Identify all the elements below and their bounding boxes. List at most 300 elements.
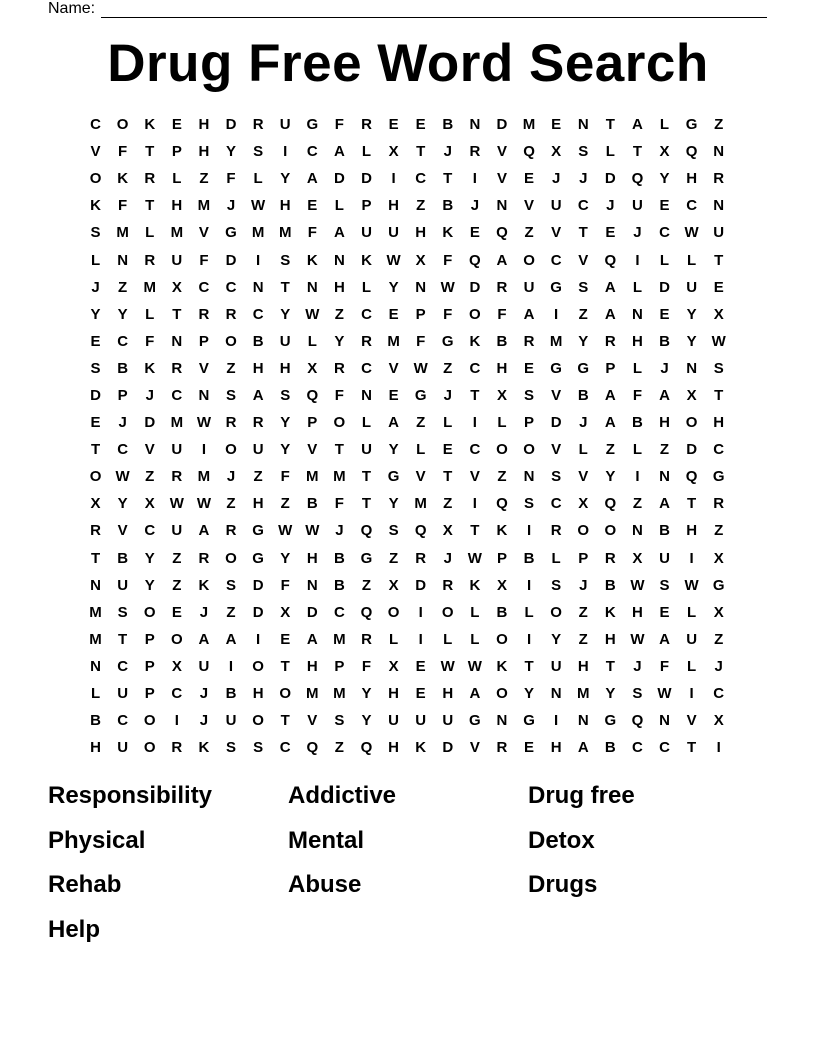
grid-letter[interactable]: G — [685, 116, 698, 134]
grid-letter[interactable]: I — [554, 712, 559, 730]
grid-letter[interactable]: M — [306, 685, 319, 703]
grid-letter[interactable]: A — [496, 251, 508, 269]
grid-letter[interactable]: N — [333, 251, 345, 269]
grid-letter[interactable]: E — [524, 739, 535, 757]
grid-letter[interactable]: P — [524, 414, 535, 432]
grid-letter[interactable]: G — [712, 576, 725, 594]
grid-letter[interactable]: M — [333, 468, 346, 486]
grid-letter[interactable]: B — [604, 576, 616, 594]
grid-letter[interactable]: L — [172, 170, 182, 188]
grid-letter[interactable]: O — [252, 712, 264, 730]
grid-letter[interactable]: C — [117, 441, 129, 459]
grid-letter[interactable]: F — [307, 224, 317, 242]
grid-letter[interactable]: C — [632, 739, 643, 757]
grid-letter[interactable]: T — [632, 143, 642, 161]
grid-letter[interactable]: M — [333, 630, 346, 648]
grid-letter[interactable]: S — [578, 278, 589, 296]
grid-letter[interactable]: K — [144, 359, 156, 377]
grid-letter[interactable]: Y — [686, 332, 697, 350]
grid-letter[interactable]: O — [496, 630, 508, 648]
grid-letter[interactable]: F — [416, 332, 426, 350]
grid-letter[interactable]: N — [659, 468, 670, 486]
grid-letter[interactable]: U — [117, 739, 129, 757]
name-field[interactable] — [48, 0, 767, 18]
grid-letter[interactable]: Z — [443, 495, 453, 513]
grid-letter[interactable]: C — [469, 441, 481, 459]
grid-letter[interactable]: Z — [334, 739, 344, 757]
grid-letter[interactable]: Y — [90, 305, 101, 323]
grid-letter[interactable]: Y — [524, 685, 535, 703]
grid-letter[interactable]: C — [171, 386, 183, 404]
grid-letter[interactable]: C — [198, 278, 210, 296]
grid-letter[interactable]: T — [145, 197, 155, 215]
grid-letter[interactable]: V — [469, 468, 480, 486]
grid-letter[interactable]: Y — [605, 468, 616, 486]
grid-letter[interactable]: W — [196, 495, 211, 513]
grid-letter[interactable]: K — [496, 657, 508, 675]
grid-letter[interactable]: Z — [226, 495, 236, 513]
grid-letter[interactable]: X — [713, 603, 724, 621]
grid-letter[interactable]: B — [632, 414, 643, 432]
grid-letter[interactable]: U — [388, 224, 399, 242]
grid-letter[interactable]: G — [577, 359, 590, 377]
grid-letter[interactable]: I — [554, 305, 559, 323]
grid-letter[interactable]: R — [415, 549, 427, 567]
grid-letter[interactable]: E — [388, 305, 399, 323]
grid-letter[interactable]: K — [117, 170, 129, 188]
grid-letter[interactable]: I — [526, 576, 532, 594]
grid-letter[interactable]: L — [443, 414, 453, 432]
grid-letter[interactable]: X — [578, 495, 589, 513]
grid-letter[interactable]: A — [604, 305, 616, 323]
grid-letter[interactable]: S — [524, 495, 535, 513]
grid-letter[interactable]: C — [144, 522, 156, 540]
grid-letter[interactable]: X — [171, 657, 182, 675]
grid-letter[interactable]: T — [280, 712, 290, 730]
grid-letter[interactable]: Z — [578, 603, 588, 621]
grid-letter[interactable]: F — [334, 495, 344, 513]
grid-letter[interactable]: L — [551, 549, 561, 567]
grid-letter[interactable]: I — [472, 495, 477, 513]
grid-letter[interactable]: T — [280, 278, 290, 296]
grid-letter[interactable]: Y — [144, 576, 155, 594]
grid-letter[interactable]: S — [253, 143, 264, 161]
grid-letter[interactable]: O — [685, 414, 698, 432]
grid-letter[interactable]: S — [551, 576, 562, 594]
grid-letter[interactable]: H — [442, 685, 454, 703]
grid-letter[interactable]: E — [659, 305, 670, 323]
grid-letter[interactable]: H — [659, 414, 670, 432]
grid-letter[interactable]: P — [144, 630, 155, 648]
grid-letter[interactable]: K — [415, 739, 427, 757]
grid-letter[interactable]: U — [523, 278, 535, 296]
grid-letter[interactable]: B — [333, 576, 345, 594]
grid-letter[interactable]: K — [90, 197, 101, 215]
grid-letter[interactable]: S — [90, 359, 101, 377]
grid-letter[interactable]: T — [172, 305, 182, 323]
grid-letter[interactable]: W — [278, 522, 293, 540]
grid-letter[interactable]: N — [577, 712, 589, 730]
grid-letter[interactable]: Z — [714, 522, 724, 540]
grid-letter[interactable]: Y — [578, 332, 589, 350]
grid-letter[interactable]: C — [550, 251, 562, 269]
grid-letter[interactable]: W — [386, 251, 401, 269]
grid-letter[interactable]: V — [90, 143, 101, 161]
grid-letter[interactable]: T — [605, 116, 615, 134]
grid-letter[interactable]: V — [307, 712, 318, 730]
grid-letter[interactable]: V — [524, 197, 535, 215]
grid-letter[interactable]: C — [361, 305, 372, 323]
grid-letter[interactable]: D — [442, 739, 454, 757]
grid-letter[interactable]: I — [526, 522, 532, 540]
grid-letter[interactable]: B — [442, 197, 454, 215]
grid-letter[interactable]: F — [280, 576, 290, 594]
grid-letter[interactable]: X — [388, 576, 399, 594]
grid-letter[interactable]: N — [659, 712, 670, 730]
grid-letter[interactable]: S — [659, 576, 670, 594]
grid-letter[interactable]: T — [443, 170, 453, 188]
grid-letter[interactable]: U — [225, 712, 237, 730]
grid-letter[interactable]: H — [604, 630, 616, 648]
grid-letter[interactable]: C — [252, 305, 264, 323]
grid-letter[interactable]: W — [684, 576, 699, 594]
grid-letter[interactable]: X — [632, 549, 643, 567]
grid-letter[interactable]: K — [198, 739, 210, 757]
grid-letter[interactable]: W — [251, 197, 266, 215]
grid-letter[interactable]: T — [361, 468, 372, 486]
grid-letter[interactable]: R — [361, 630, 372, 648]
grid-letter[interactable]: T — [280, 657, 290, 675]
grid-letter[interactable]: N — [171, 332, 183, 350]
grid-letter[interactable]: L — [470, 603, 480, 621]
grid-letter[interactable]: D — [415, 576, 427, 594]
grid-letter[interactable]: O — [225, 441, 237, 459]
grid-letter[interactable]: L — [497, 414, 507, 432]
grid-letter[interactable]: H — [577, 657, 589, 675]
grid-letter[interactable]: H — [388, 739, 399, 757]
grid-letter[interactable]: A — [333, 224, 345, 242]
grid-letter[interactable]: D — [306, 603, 318, 621]
grid-letter[interactable]: U — [171, 251, 183, 269]
grid-letter[interactable]: B — [496, 603, 508, 621]
grid-letter[interactable]: U — [279, 332, 291, 350]
grid-letter[interactable]: R — [90, 522, 101, 540]
grid-letter[interactable]: N — [306, 576, 318, 594]
grid-letter[interactable]: M — [576, 685, 590, 703]
grid-letter[interactable]: L — [632, 359, 642, 377]
grid-letter[interactable]: Q — [360, 603, 373, 621]
grid-letter[interactable]: B — [523, 549, 535, 567]
grid-letter[interactable]: L — [361, 278, 372, 296]
grid-letter[interactable]: N — [686, 359, 698, 377]
grid-letter[interactable]: J — [443, 386, 452, 404]
grid-letter[interactable]: D — [659, 278, 670, 296]
grid-letter[interactable]: D — [469, 278, 481, 296]
grid-letter[interactable]: E — [90, 414, 101, 432]
grid-letter[interactable]: N — [523, 468, 535, 486]
grid-letter[interactable]: A — [523, 305, 535, 323]
grid-letter[interactable]: G — [387, 468, 400, 486]
grid-letter[interactable]: Y — [388, 278, 399, 296]
grid-letter[interactable]: Y — [226, 143, 237, 161]
grid-letter[interactable]: I — [635, 468, 640, 486]
grid-letter[interactable]: O — [523, 251, 535, 269]
grid-letter[interactable]: U — [686, 278, 698, 296]
grid-letter[interactable]: L — [145, 224, 155, 242]
grid-letter[interactable]: P — [144, 685, 155, 703]
grid-letter[interactable]: Q — [306, 386, 319, 404]
grid-letter[interactable]: O — [143, 603, 156, 621]
grid-letter[interactable]: V — [198, 359, 209, 377]
grid-letter[interactable]: A — [659, 386, 670, 404]
grid-letter[interactable]: M — [522, 116, 536, 134]
grid-letter[interactable]: E — [524, 170, 535, 188]
grid-letter[interactable]: Y — [144, 549, 155, 567]
grid-letter[interactable]: H — [252, 359, 264, 377]
grid-letter[interactable]: C — [415, 170, 427, 188]
grid-letter[interactable]: U — [117, 576, 129, 594]
grid-letter[interactable]: H — [279, 359, 291, 377]
grid-letter[interactable]: H — [713, 414, 725, 432]
grid-letter[interactable]: M — [251, 224, 265, 242]
grid-letter[interactable]: N — [198, 386, 210, 404]
grid-letter[interactable]: F — [443, 251, 453, 269]
grid-letter[interactable]: C — [306, 143, 318, 161]
grid-letter[interactable]: K — [496, 522, 508, 540]
grid-letter[interactable]: L — [659, 251, 670, 269]
grid-letter[interactable]: W — [711, 332, 726, 350]
grid-letter[interactable]: N — [90, 576, 101, 594]
grid-letter[interactable]: R — [550, 522, 562, 540]
grid-letter[interactable]: O — [604, 522, 617, 540]
grid-letter[interactable]: J — [226, 197, 236, 215]
grid-letter[interactable]: S — [388, 522, 399, 540]
grid-letter[interactable]: P — [415, 305, 426, 323]
grid-letter[interactable]: Y — [280, 414, 291, 432]
grid-letter[interactable]: X — [686, 386, 697, 404]
grid-letter[interactable]: Y — [361, 685, 372, 703]
grid-letter[interactable]: O — [279, 685, 292, 703]
grid-letter[interactable]: R — [469, 143, 481, 161]
grid-letter[interactable]: J — [443, 549, 452, 567]
grid-letter[interactable]: H — [388, 197, 399, 215]
grid-letter[interactable]: O — [89, 170, 102, 188]
grid-letter[interactable]: T — [687, 495, 697, 513]
grid-letter[interactable]: E — [659, 197, 670, 215]
grid-letter[interactable]: D — [686, 441, 698, 459]
grid-letter[interactable]: D — [550, 414, 562, 432]
grid-letter[interactable]: V — [496, 170, 507, 188]
grid-letter[interactable]: V — [551, 386, 562, 404]
grid-letter[interactable]: F — [361, 657, 372, 675]
grid-letter[interactable]: F — [199, 251, 209, 269]
grid-letter[interactable]: H — [415, 224, 427, 242]
grid-letter[interactable]: M — [89, 630, 102, 648]
grid-letter[interactable]: Y — [388, 495, 399, 513]
grid-letter[interactable]: H — [686, 522, 698, 540]
grid-letter[interactable]: G — [252, 522, 264, 540]
grid-letter[interactable]: I — [689, 549, 694, 567]
grid-letter[interactable]: P — [171, 143, 182, 161]
grid-letter[interactable]: Z — [172, 549, 182, 567]
grid-letter[interactable]: Z — [416, 414, 426, 432]
grid-letter[interactable]: H — [632, 603, 643, 621]
grid-letter[interactable]: Z — [172, 576, 182, 594]
grid-letter[interactable]: Z — [118, 278, 128, 296]
grid-letter[interactable]: H — [171, 197, 183, 215]
grid-letter[interactable]: K — [198, 576, 210, 594]
grid-letter[interactable]: E — [415, 116, 426, 134]
grid-letter[interactable]: V — [551, 224, 562, 242]
grid-letter[interactable]: N — [117, 251, 129, 269]
grid-letter[interactable]: C — [90, 116, 101, 134]
grid-letter[interactable]: Y — [280, 305, 291, 323]
grid-letter[interactable]: I — [391, 170, 396, 188]
grid-letter[interactable]: Y — [117, 495, 128, 513]
grid-letter[interactable]: M — [116, 224, 129, 242]
grid-letter[interactable]: S — [280, 386, 291, 404]
grid-letter[interactable]: Z — [416, 197, 426, 215]
grid-letter[interactable]: T — [578, 224, 588, 242]
grid-letter[interactable]: P — [144, 657, 155, 675]
grid-letter[interactable]: B — [90, 712, 101, 730]
grid-letter[interactable]: Y — [605, 685, 616, 703]
grid-letter[interactable]: L — [307, 332, 317, 350]
grid-letter[interactable]: X — [280, 603, 291, 621]
grid-letter[interactable]: F — [118, 143, 128, 161]
grid-letter[interactable]: Y — [117, 305, 128, 323]
grid-letter[interactable]: R — [171, 739, 183, 757]
grid-letter[interactable]: E — [388, 116, 399, 134]
grid-letter[interactable]: W — [169, 495, 184, 513]
grid-letter[interactable]: M — [387, 332, 400, 350]
grid-letter[interactable]: N — [252, 278, 264, 296]
grid-letter[interactable]: A — [225, 630, 237, 648]
grid-letter[interactable]: O — [523, 441, 535, 459]
grid-letter[interactable]: G — [414, 386, 427, 404]
grid-letter[interactable]: U — [279, 116, 291, 134]
grid-letter[interactable]: M — [143, 278, 156, 296]
grid-letter[interactable]: L — [687, 251, 697, 269]
grid-letter[interactable]: H — [496, 359, 508, 377]
grid-letter[interactable]: I — [256, 630, 261, 648]
grid-letter[interactable]: O — [89, 468, 102, 486]
grid-letter[interactable]: L — [605, 143, 615, 161]
grid-letter[interactable]: X — [713, 712, 724, 730]
grid-letter[interactable]: W — [305, 522, 320, 540]
grid-letter[interactable]: T — [90, 441, 101, 459]
grid-letter[interactable]: C — [659, 224, 670, 242]
grid-letter[interactable]: A — [306, 170, 318, 188]
grid-letter[interactable]: D — [90, 386, 101, 404]
grid-letter[interactable]: T — [334, 441, 344, 459]
grid-letter[interactable]: J — [551, 170, 561, 188]
grid-letter[interactable]: F — [443, 305, 453, 323]
grid-letter[interactable]: V — [415, 468, 426, 486]
grid-letter[interactable]: S — [253, 739, 264, 757]
grid-letter[interactable]: D — [361, 170, 372, 188]
grid-letter[interactable]: T — [470, 522, 480, 540]
grid-letter[interactable]: U — [632, 197, 643, 215]
grid-letter[interactable]: X — [442, 522, 453, 540]
grid-letter[interactable]: B — [117, 359, 129, 377]
grid-letter[interactable]: Z — [443, 359, 453, 377]
grid-letter[interactable]: W — [413, 359, 428, 377]
grid-letter[interactable]: F — [632, 386, 642, 404]
grid-letter[interactable]: S — [713, 359, 724, 377]
grid-letter[interactable]: Q — [604, 251, 617, 269]
grid-letter[interactable]: U — [550, 657, 562, 675]
grid-letter[interactable]: J — [199, 685, 209, 703]
grid-letter[interactable]: U — [659, 549, 670, 567]
grid-letter[interactable]: M — [197, 197, 211, 215]
grid-letter[interactable]: O — [116, 116, 129, 134]
grid-letter[interactable]: L — [524, 603, 534, 621]
grid-letter[interactable]: X — [388, 143, 399, 161]
grid-letter[interactable]: T — [524, 657, 534, 675]
grid-letter[interactable]: W — [630, 630, 645, 648]
grid-letter[interactable]: P — [578, 549, 589, 567]
grid-letter[interactable]: V — [144, 441, 155, 459]
grid-letter[interactable]: D — [225, 116, 237, 134]
grid-letter[interactable]: D — [252, 603, 264, 621]
grid-letter[interactable]: I — [228, 657, 234, 675]
grid-letter[interactable]: L — [416, 441, 426, 459]
grid-letter[interactable]: N — [496, 197, 508, 215]
grid-letter[interactable]: K — [469, 576, 481, 594]
grid-letter[interactable]: F — [497, 305, 507, 323]
grid-letter[interactable]: Q — [360, 739, 373, 757]
grid-letter[interactable]: D — [333, 170, 345, 188]
grid-letter[interactable]: W — [467, 549, 482, 567]
grid-letter[interactable]: M — [278, 224, 292, 242]
grid-letter[interactable]: U — [171, 441, 183, 459]
grid-letter[interactable]: A — [604, 278, 616, 296]
grid-letter[interactable]: Z — [388, 549, 399, 567]
grid-letter[interactable]: C — [171, 685, 183, 703]
grid-letter[interactable]: B — [659, 522, 670, 540]
grid-letter[interactable]: I — [689, 685, 694, 703]
grid-letter[interactable]: V — [496, 143, 507, 161]
grid-letter[interactable]: N — [415, 278, 427, 296]
grid-letter[interactable]: K — [306, 251, 318, 269]
grid-letter[interactable]: L — [388, 630, 399, 648]
grid-letter[interactable]: R — [496, 278, 508, 296]
grid-letter[interactable]: Z — [145, 468, 155, 486]
grid-letter[interactable]: O — [441, 603, 454, 621]
grid-letter[interactable]: J — [579, 170, 588, 188]
grid-letter[interactable]: L — [90, 251, 101, 269]
grid-letter[interactable]: B — [604, 739, 616, 757]
grid-letter[interactable]: T — [687, 739, 697, 757]
grid-letter[interactable]: U — [713, 224, 725, 242]
grid-letter[interactable]: V — [578, 468, 589, 486]
grid-letter[interactable]: L — [90, 685, 101, 703]
grid-letter[interactable]: X — [713, 305, 724, 323]
grid-letter[interactable]: F — [118, 197, 128, 215]
grid-letter[interactable]: T — [443, 468, 453, 486]
grid-letter[interactable]: N — [469, 116, 481, 134]
grid-letter[interactable]: W — [684, 224, 699, 242]
grid-letter[interactable]: C — [117, 712, 129, 730]
grid-letter[interactable]: C — [469, 359, 481, 377]
grid-letter[interactable]: C — [713, 441, 725, 459]
grid-letter[interactable]: J — [633, 657, 642, 675]
grid-letter[interactable]: E — [605, 224, 616, 242]
grid-letter[interactable]: G — [306, 116, 319, 134]
grid-letter[interactable]: C — [333, 603, 345, 621]
grid-letter[interactable]: S — [117, 603, 128, 621]
